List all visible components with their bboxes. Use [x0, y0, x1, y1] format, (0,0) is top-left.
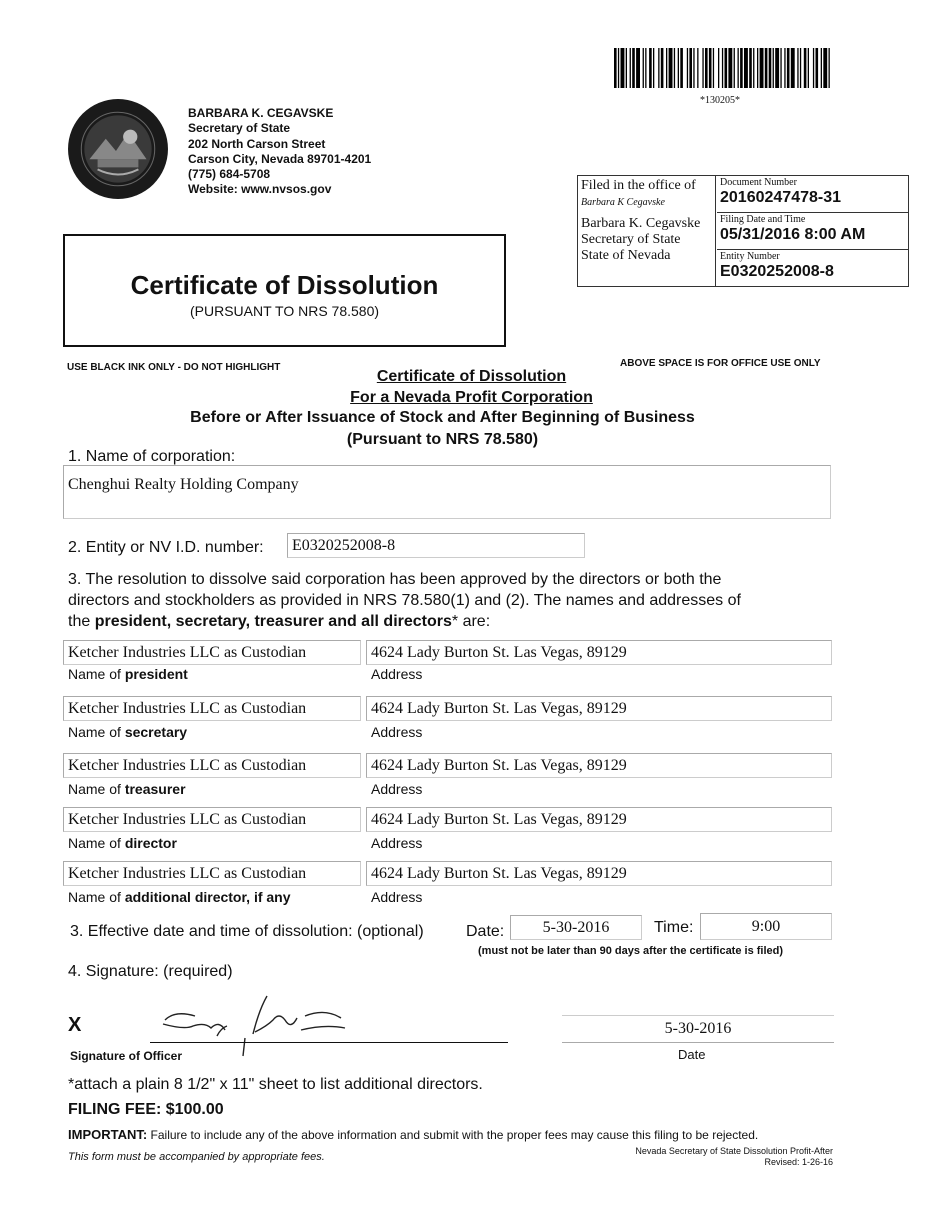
- officer-address-field[interactable]: 4624 Lady Burton St. Las Vegas, 89129: [366, 753, 832, 778]
- barcode-bar: [728, 48, 732, 88]
- secretary-of-state-header: [188, 106, 371, 198]
- barcode-bar: [630, 48, 631, 88]
- effective-time-field[interactable]: 9:00: [700, 913, 832, 940]
- signature-date[interactable]: 5-30-2016: [664, 1020, 732, 1037]
- officer-row: [0, 753, 935, 803]
- q2-label: 2. Entity or NV I.D. number:: [68, 539, 264, 556]
- signature-caption: Signature of Officer: [70, 1049, 183, 1063]
- officer-name-field[interactable]: Ketcher Industries LLC as Custodian: [63, 753, 361, 778]
- barcode-bar: [791, 48, 795, 88]
- filing-date: 05/31/2016 8:00 AM: [720, 226, 866, 243]
- officer-address-caption: Address: [371, 835, 423, 851]
- barcode-bar: [823, 48, 827, 88]
- document-number: 20160247478-31: [720, 189, 842, 206]
- barcode-bar: [621, 48, 625, 88]
- filing-date-cell: [717, 213, 908, 250]
- sos-name: BARBARA K. CEGAVSKE: [188, 106, 334, 120]
- barcode-bar: [636, 48, 640, 88]
- official-signature: Barbara K Cegavske: [581, 197, 665, 208]
- officer-address-caption: Address: [371, 889, 423, 905]
- q3-line2: directors and stockholders as provided in NRS 78.580(1) and (2). The names and addresses of: [68, 592, 741, 609]
- barcode-bar: [697, 48, 698, 88]
- officer-address-field[interactable]: 4624 Lady Burton St. Las Vegas, 89129: [366, 696, 832, 721]
- barcode-bar: [808, 48, 809, 88]
- form-name: Nevada Secretary of State Dissolution Profit-After: [635, 1146, 833, 1156]
- date-label: Date:: [466, 923, 505, 940]
- barcode-bar: [757, 48, 758, 88]
- entity-number: E0320252008-8: [720, 263, 834, 280]
- document-number-cell: [717, 176, 908, 213]
- signature-x-mark: X: [68, 1014, 82, 1036]
- officer-name-caption: Name of director: [68, 835, 177, 851]
- officer-name-field[interactable]: Ketcher Industries LLC as Custodian: [63, 640, 361, 665]
- officer-signature-scribble[interactable]: [155, 990, 355, 1060]
- barcode-bar: [769, 48, 772, 88]
- official-name: Barbara K. Cegavske: [581, 216, 701, 231]
- officer-address-field[interactable]: 4624 Lady Burton St. Las Vegas, 89129: [366, 861, 832, 886]
- barcode-bar: [760, 48, 764, 88]
- form-heading-line2: For a Nevada Profit Corporation: [350, 389, 593, 406]
- barcode-bar: [666, 48, 667, 88]
- barcode-bar: [784, 48, 785, 88]
- barcode-bar: [725, 48, 728, 88]
- barcode-bar: [626, 48, 627, 88]
- barcode-bar: [773, 48, 774, 88]
- barcode-bar: [829, 48, 830, 88]
- signature-date-line: [562, 1042, 834, 1043]
- certificate-title: Certificate of Dissolution: [130, 270, 439, 300]
- certificate-subtitle: (PURSUANT TO NRS 78.580): [189, 303, 380, 319]
- officer-row: [0, 696, 935, 746]
- sos-phone: (775) 684-5708: [188, 167, 271, 182]
- officer-row: [0, 640, 935, 690]
- accompany-note: This form must be accompanied by appropriate fees.: [68, 1151, 325, 1163]
- official-title: Secretary of State: [581, 232, 681, 247]
- signature-label: 4. Signature: (required): [68, 963, 233, 980]
- document-number-label: Document Number: [720, 177, 797, 188]
- barcode-bar: [816, 48, 819, 88]
- barcode-bar: [800, 48, 801, 88]
- officer-address-field[interactable]: 4624 Lady Burton St. Las Vegas, 89129: [366, 807, 832, 832]
- barcode-bar: [643, 48, 644, 88]
- officer-name-field[interactable]: Ketcher Industries LLC as Custodian: [63, 861, 361, 886]
- attach-note: *attach a plain 8 1/2" x 11" sheet to list additional directors.: [68, 1076, 483, 1093]
- barcode-bar: [749, 48, 752, 88]
- barcode-bar: [687, 48, 688, 88]
- filed-office-cell: [578, 176, 716, 286]
- barcode-bar: [618, 48, 619, 88]
- form-id: [560, 1146, 833, 1168]
- barcode-bar: [709, 48, 712, 88]
- corporation-name-field[interactable]: Chenghui Realty Holding Company: [63, 465, 831, 519]
- officer-name-field[interactable]: Ketcher Industries LLC as Custodian: [63, 696, 361, 721]
- officer-name-caption: Name of secretary: [68, 724, 188, 740]
- barcode-bar: [661, 48, 664, 88]
- form-revised: Revised: 1-26-16: [764, 1157, 833, 1167]
- barcode-bar: [678, 48, 679, 88]
- barcode-bar: [702, 48, 703, 88]
- ink-note: USE BLACK INK ONLY - DO NOT HIGHLIGHT: [67, 362, 281, 373]
- form-heading-line1: Certificate of Dissolution: [376, 368, 567, 385]
- barcode-bar: [821, 48, 822, 88]
- form-heading-line4: (Pursuant to NRS 78.580): [346, 431, 539, 448]
- officer-name-caption: Name of treasurer: [68, 781, 186, 797]
- barcode-bar: [658, 48, 659, 88]
- barcode-bar: [780, 48, 781, 88]
- officer-name-caption: Name of president: [68, 666, 188, 682]
- barcode-bar: [804, 48, 807, 88]
- office-use-note: ABOVE SPACE IS FOR OFFICE USE ONLY: [620, 358, 821, 369]
- filing-date-label: Filing Date and Time: [720, 214, 806, 225]
- officer-address-caption: Address: [371, 781, 423, 797]
- effective-date-note: (must not be later than 90 days after the certificate is filed): [478, 945, 784, 957]
- barcode-bar: [740, 48, 743, 88]
- barcode-bar: [813, 48, 814, 88]
- q1-label: 1. Name of corporation:: [68, 448, 236, 465]
- barcode-bar: [632, 48, 635, 88]
- barcode-bar: [645, 48, 646, 88]
- barcode-bar: [653, 48, 654, 88]
- officer-name-caption: Name of additional director, if any: [68, 889, 291, 905]
- sos-street: 202 North Carson Street: [188, 136, 326, 151]
- barcode-bar: [722, 48, 723, 88]
- barcode-bar: [669, 48, 673, 88]
- barcode-bar: [765, 48, 768, 88]
- effective-date-label: 3. Effective date and time of dissolution: (optional): [70, 923, 424, 940]
- sos-city: Carson City, Nevada 89701-4201: [188, 151, 372, 166]
- nevada-seal-icon: [67, 98, 169, 200]
- important-note: IMPORTANT: Failure to include any of the above information and submit with the proper fees may cause this filing to be rejected.: [68, 1127, 759, 1142]
- barcode-bar: [738, 48, 739, 88]
- officer-address-caption: Address: [371, 666, 423, 682]
- barcode-bar: [787, 48, 790, 88]
- sos-website: Website: www.nvsos.gov: [188, 182, 332, 197]
- officer-address-field[interactable]: 4624 Lady Burton St. Las Vegas, 89129: [366, 640, 832, 665]
- barcode-bar: [680, 48, 683, 88]
- officer-name-field[interactable]: Ketcher Industries LLC as Custodian: [63, 807, 361, 832]
- entity-id-field[interactable]: E0320252008-8: [287, 533, 585, 558]
- barcode-bar: [674, 48, 675, 88]
- q3-paragraph: [68, 569, 898, 632]
- barcode-bar: [689, 48, 692, 88]
- official-state: State of Nevada: [581, 248, 671, 263]
- q3-line1: 3. The resolution to dissolve said corporation has been approved by the directors or both the: [68, 571, 722, 588]
- barcode-bar: [693, 48, 694, 88]
- signature-date-caption: Date: [678, 1047, 706, 1062]
- entity-number-label: Entity Number: [720, 251, 780, 262]
- form-heading-line3: Before or After Issuance of Stock and After Beginning of Business: [190, 409, 695, 426]
- signature-line: [150, 1042, 508, 1043]
- officer-row: [0, 861, 935, 911]
- officer-address-caption: Address: [371, 724, 423, 740]
- barcode-bar: [713, 48, 714, 88]
- barcode-bar: [775, 48, 779, 88]
- barcode-bar: [705, 48, 708, 88]
- filed-in-office-label: Filed in the office of: [581, 178, 696, 193]
- effective-date-field[interactable]: 5-30-2016: [510, 915, 642, 940]
- barcode-bar: [718, 48, 719, 88]
- barcode-bar: [734, 48, 735, 88]
- sos-title: Secretary of State: [188, 121, 291, 136]
- barcode-bar: [614, 48, 617, 88]
- time-label: Time:: [654, 919, 694, 936]
- barcode-number: *130205*: [700, 95, 740, 106]
- q3-line3: the president, secretary, treasurer and all directors* are:: [68, 613, 491, 630]
- filing-fee: FILING FEE: $100.00: [68, 1101, 224, 1118]
- barcode-bar: [744, 48, 748, 88]
- barcode: [614, 48, 832, 88]
- barcode-bar: [753, 48, 754, 88]
- barcode-bar: [649, 48, 652, 88]
- certificate-title-box: [63, 234, 506, 347]
- filing-stamp-box: [577, 175, 909, 287]
- barcode-bar: [797, 48, 798, 88]
- entity-number-cell: [717, 250, 908, 286]
- officer-row: [0, 807, 935, 857]
